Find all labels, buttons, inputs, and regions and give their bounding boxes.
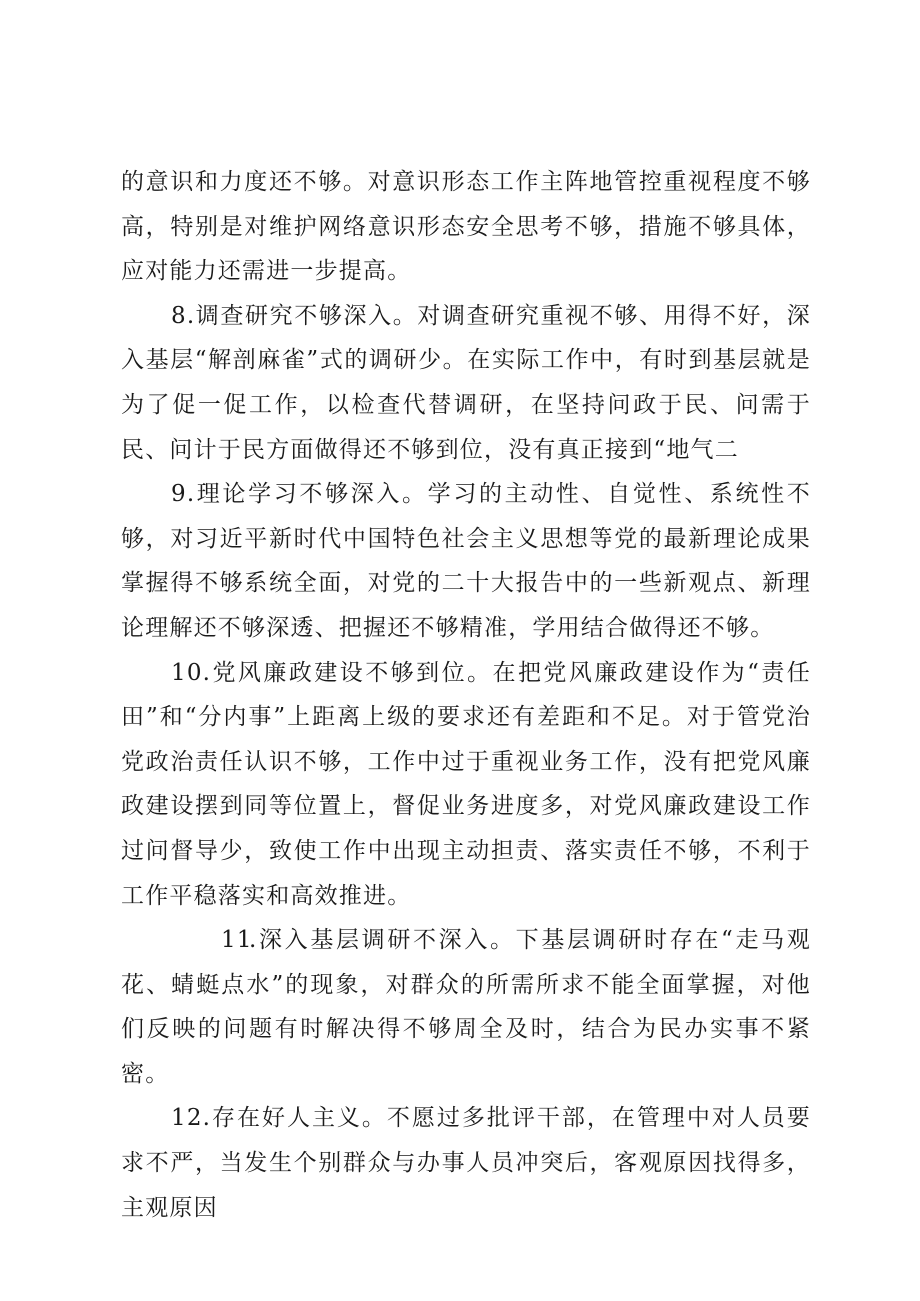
paragraph-10 <box>121 651 811 919</box>
paragraph-11 <box>121 918 811 1096</box>
document-body <box>121 160 811 1230</box>
paragraph-text: 的意识和力度还不够。对意识形态工作主阵地管控重视程度不够高，特别是对维护网络意识形态安全思考不够，措施不够具体，应对能力还需进一步提高。 <box>121 169 811 285</box>
paragraph-text: .存在好人主义。不愿过多批评干部，在管理中对人员要求不严，当发生个别群众与办事人员冲突后，客观原因找得多，主观原因 <box>121 1105 811 1221</box>
paragraph-text: .调查研究不够深入。对调查研究重视不够、用得不好，深入基层“解剖麻雀”式的调研少。在实际工作中，有时到基层就是为了促一促工作，以检查代替调研，在坚持问政于民、问需于民、问计于民方面做得还不够到位，没有真正接到“地气二 <box>121 302 811 463</box>
paragraph-number: 12 <box>171 1105 203 1132</box>
paragraph-text: .深入基层调研不深入。下基层调研时存在“走马观花、蜻蜓点水”的现象，对群众的所需所求不能全面掌握，对他们反映的问题有时解决得不够周全及时，结合为民办实事不紧密。 <box>121 927 811 1087</box>
paragraph-number: 10 <box>171 659 203 686</box>
paragraph-number: 8 <box>171 302 187 329</box>
paragraph-8 <box>121 294 811 472</box>
paragraph-12 <box>121 1096 811 1230</box>
paragraph-text: .党风廉政建设不够到位。在把党风廉政建设作为“责任田”和“分内事”上距离上级的要求还有差距和不足。对于管党治党政治责任认识不够，工作中过于重视业务工作，没有把党风廉政建设摆到同等位置上，督促业务进度多，对党风廉政建设工作过问督导少，致使工作中出现主动担责、落实责任不够，不利于工作平稳落实和高效推进。 <box>121 659 811 909</box>
paragraph-9 <box>121 472 811 650</box>
paragraph-7-continued <box>121 160 811 294</box>
paragraph-number: 9 <box>171 481 187 508</box>
paragraph-number: 11 <box>221 927 253 954</box>
paragraph-text: .理论学习不够深入。学习的主动性、自觉性、系统性不够，对习近平新时代中国特色社会主义思想等党的最新理论成果掌握得不够系统全面，对党的二十大报告中的一些新观点、新理论理解还不够深透、把握还不够精准，学用结合做得还不够。 <box>121 481 811 641</box>
